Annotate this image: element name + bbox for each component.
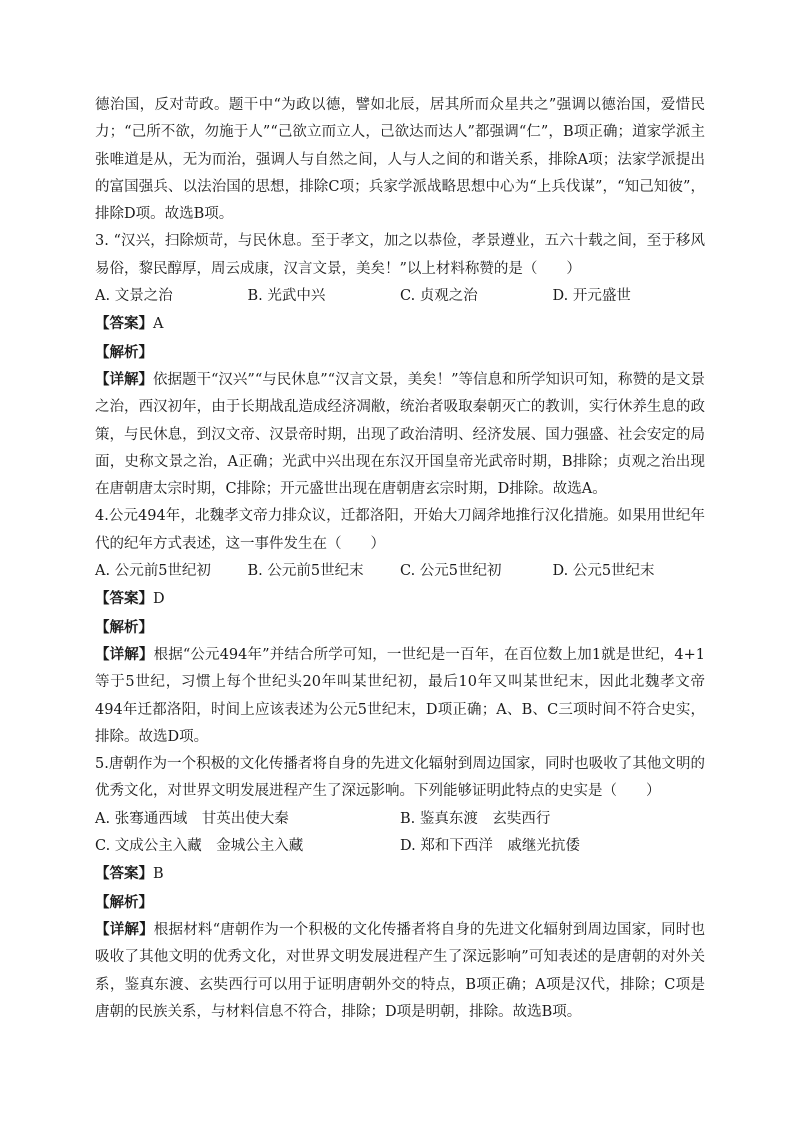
q2-analysis-tail: 德治国，反对苛政。题干中“为政以德，譬如北辰，居其所而众星共之”强调以德治国，爱惜民力；“己所不欲，勿施于人”“己欲立而立人，己欲达而达人”都强调“仁”，B项正确；道家学派主张唯道是从，无为而治，强调人与自然之间，人与人之间的和谐关系，排除A项；法家学派提出的富国强兵、以法治国的思想，排除C项；兵家学派战略思想中心为“上兵伐谋”，“知己知彼”，排除D项。故选B项。 xyxy=(95,97,705,223)
answer-value: D xyxy=(153,591,165,608)
document-page xyxy=(95,92,705,1026)
q5-options-row-1 xyxy=(95,806,705,833)
q5-option-a: A. 张骞通西域 甘英出使大秦 xyxy=(95,810,289,827)
q5-analysis-label: 【解析】 xyxy=(95,893,153,911)
q3-answer xyxy=(95,310,705,338)
detail-label: 【详解】 xyxy=(95,920,154,938)
q4-analysis-label: 【解析】 xyxy=(95,618,153,636)
q3-stem: 3. “汉兴，扫除烦苛，与民休息。至于孝文，加之以恭俭，孝景遵业，五六十载之间，至于移风易俗，黎民醇厚，周云成康，汉言文景，美矣！”以上材料称赞的是（ ） xyxy=(95,233,705,277)
q3-options xyxy=(95,283,705,310)
q4-option-b: B. 公元前5世纪末 xyxy=(247,563,364,580)
q4-stem: 4.公元494年，北魏孝文帝力排众议，迁都洛阳，开始大刀阔斧地推行汉化措施。如果用世纪年代的纪年方式表述，这一事件发生在（ ） xyxy=(95,508,705,552)
answer-label: 【答案】 xyxy=(95,865,153,883)
q5-answer xyxy=(95,860,705,888)
q5-stem: 5.唐朝作为一个积极的文化传播者将自身的先进文化辐射到周边国家，同时也吸收了其他文明的优秀文化，对世界文明发展进程产生了深远影响。下列能够证明此特点的史实是（ ） xyxy=(95,756,705,800)
q5-options-row-2 xyxy=(95,833,705,860)
detail-text: 根据材料“唐朝作为一个积极的文化传播者将自身的先进文化辐射到周边国家，同时也吸收了其他文明的优秀文化，对世界文明发展进程产生了深远影响”可知表述的是唐朝的对外关系，鉴真东渡、玄奘西行可以用于证明唐朝外交的特点，B项正确；A项是汉代，排除；C项是唐朝的民族关系，与材料信息不符合，排除；D项是明朝，排除。故选B项。 xyxy=(95,921,705,1020)
q5-option-b: B. 鉴真东渡 玄奘西行 xyxy=(400,810,551,827)
detail-label: 【详解】 xyxy=(95,645,154,663)
answer-value: A xyxy=(153,316,164,333)
q4-options xyxy=(95,558,705,585)
q4-option-a: A. 公元前5世纪初 xyxy=(95,563,211,580)
q4-option-d: D. 公元5世纪末 xyxy=(552,563,655,580)
q5-option-c: C. 文成公主入藏 金城公主入藏 xyxy=(95,838,304,855)
answer-label: 【答案】 xyxy=(95,315,153,333)
q4-option-c: C. 公元5世纪初 xyxy=(400,563,502,580)
answer-value: B xyxy=(153,866,164,883)
detail-label: 【详解】 xyxy=(95,370,154,388)
q3-option-d: D. 开元盛世 xyxy=(552,288,631,305)
answer-label: 【答案】 xyxy=(95,590,153,608)
q3-option-b: B. 光武中兴 xyxy=(247,288,326,305)
q3-option-a: A. 文景之治 xyxy=(95,288,173,305)
q3-analysis-label: 【解析】 xyxy=(95,343,153,361)
q3-detail xyxy=(95,366,705,503)
q3-option-c: C. 贞观之治 xyxy=(400,288,478,305)
q5-option-d: D. 郑和下西洋 戚继光抗倭 xyxy=(400,838,580,855)
detail-text: 根据“公元494年”并结合所学可知，一世纪是一百年，在百位数上加1就是世纪，4+1等于5世纪，习惯上每个世纪头20年叫某世纪初，最后10年又叫某世纪末，因此北魏孝文帝494年迁都洛阳，时间上应该表述为公元5世纪末，D项正确；A、B、C三项时间不符合史实，排除。故选D项。 xyxy=(95,646,706,745)
q5-detail xyxy=(95,916,705,1026)
q4-detail xyxy=(95,641,705,751)
detail-text: 依据题干“汉兴”“与民休息”“汉言文景，美矣！”等信息和所学知识可知，称赞的是文景之治，西汉初年，由于长期战乱造成经济凋敝，统治者吸取秦朝灭亡的教训，实行休养生息的政策，与民休息，到汉文帝、汉景帝时期，出现了政治清明、经济发展、国力强盛、社会安定的局面，史称文景之治，A正确；光武中兴出现在东汉开国皇帝光武帝时期，B排除；贞观之治出现在唐朝唐太宗时期，C排除；开元盛世出现在唐朝唐玄宗时期，D排除。故选A。 xyxy=(95,371,706,498)
q4-answer xyxy=(95,585,705,613)
